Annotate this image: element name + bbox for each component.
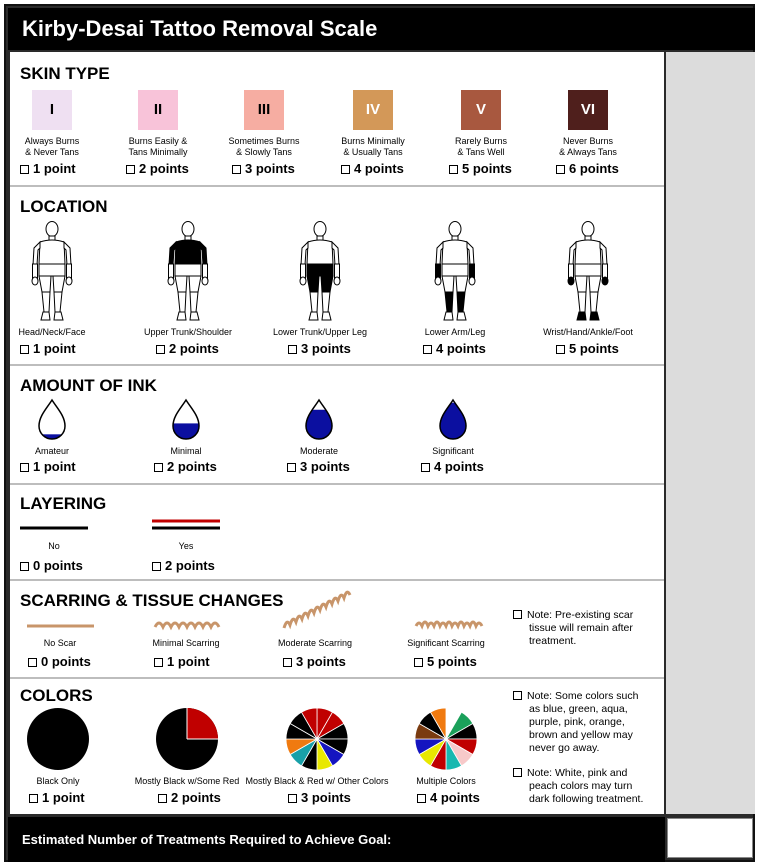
estimated-treatments-input[interactable]	[667, 818, 753, 858]
checkbox[interactable]	[152, 562, 161, 571]
colors-heading: COLORS	[20, 686, 93, 705]
skin-type-description-line1: Sometimes Burns	[228, 136, 300, 146]
layering-label-yes: Yes	[178, 541, 194, 551]
skin-type-description-line2: & Tans Well	[457, 147, 505, 157]
layering-heading: LAYERING	[20, 494, 107, 513]
ink-label: Minimal	[170, 446, 202, 456]
color-label: Black Only	[36, 776, 80, 786]
checkbox[interactable]	[283, 658, 292, 667]
checkbox[interactable]	[556, 345, 565, 354]
skin-type-swatch: VI	[568, 90, 608, 130]
checkbox[interactable]	[556, 165, 565, 174]
skin-type-swatch: IV	[353, 90, 393, 130]
checkbox[interactable]	[417, 794, 426, 803]
scar-lines	[0, 612, 763, 642]
layering-lines	[0, 515, 763, 555]
ink-drop-icon	[37, 398, 67, 442]
checkbox[interactable]	[20, 165, 29, 174]
ink-option[interactable]: 2 points	[154, 459, 217, 474]
checkbox[interactable]	[288, 345, 297, 354]
location-label: Lower Trunk/Upper Leg	[272, 327, 368, 337]
ink-option[interactable]: 3 points	[287, 459, 350, 474]
pie-mostly-black-some-red	[156, 708, 218, 770]
skin-type-description-line1: Rarely Burns	[454, 136, 508, 146]
scar-label: No Scar	[43, 638, 77, 648]
location-heading: LOCATION	[20, 197, 108, 216]
scar-note: Note: Pre-existing scar tissue will remain after treatment.	[513, 609, 633, 648]
scarring-option[interactable]: 1 point	[154, 654, 210, 669]
skin-type-swatch: I	[32, 90, 72, 130]
checkbox[interactable]	[513, 691, 522, 700]
skin-type-option[interactable]: 5 points	[449, 161, 512, 176]
skin-type-description-line1: Always Burns	[24, 136, 80, 146]
pie-black-only	[27, 708, 89, 770]
location-label: Wrist/Hand/Ankle/Foot	[543, 327, 633, 337]
body-figure-icon	[566, 220, 610, 322]
checkbox[interactable]	[154, 463, 163, 472]
ink-label: Moderate	[299, 446, 339, 456]
checkbox[interactable]	[126, 165, 135, 174]
ink-option[interactable]: 1 point	[20, 459, 76, 474]
pie-multiple-colors	[415, 708, 477, 770]
checkbox[interactable]	[20, 463, 29, 472]
location-label: Head/Neck/Face	[18, 327, 86, 337]
skin-type-swatch: V	[461, 90, 501, 130]
significant-scar-line	[416, 622, 482, 626]
location-option[interactable]: 3 points	[288, 341, 351, 356]
location-option[interactable]: 2 points	[156, 341, 219, 356]
scarring-heading: SCARRING & TISSUE CHANGES	[20, 591, 284, 610]
amount-of-ink-heading: AMOUNT OF INK	[20, 376, 157, 395]
skin-type-swatch: III	[244, 90, 284, 130]
skin-type-option[interactable]: 2 points	[126, 161, 189, 176]
checkbox[interactable]	[414, 658, 423, 667]
ink-option[interactable]: 4 points	[421, 459, 484, 474]
ink-label: Significant	[432, 446, 474, 456]
checkbox[interactable]	[287, 463, 296, 472]
color-label: Mostly Black & Red w/ Other Colors	[245, 776, 389, 786]
skin-type-description-line2: Tans Minimally	[128, 147, 188, 157]
checkbox[interactable]	[513, 768, 522, 777]
scarring-option[interactable]: 5 points	[414, 654, 477, 669]
ink-label: Amateur	[34, 446, 69, 456]
color-option[interactable]: 4 points	[417, 790, 480, 805]
color-option[interactable]: 2 points	[158, 790, 221, 805]
checkbox[interactable]	[156, 345, 165, 354]
color-option[interactable]: 3 points	[288, 790, 351, 805]
scar-label: Significant Scarring	[407, 638, 485, 648]
colors-note-2: Note: White, pink and peach colors may turn dark following treatment.	[513, 767, 643, 806]
colors-note-1: Note: Some colors such as blue, green, aqua, purple, pink, orange, brown and yellow may never go away.	[513, 690, 638, 755]
scar-label: Minimal Scarring	[152, 638, 220, 648]
scarring-option[interactable]: 0 points	[28, 654, 91, 669]
layering-option-no[interactable]: 0 points	[20, 558, 83, 573]
checkbox[interactable]	[232, 165, 241, 174]
skin-type-description-line2: & Usually Tans	[343, 147, 403, 157]
checkbox[interactable]	[421, 463, 430, 472]
body-figure-icon	[433, 220, 477, 322]
ink-drop-icon	[304, 398, 334, 442]
minimal-scar-line	[155, 623, 219, 627]
skin-type-swatch: II	[138, 90, 178, 130]
checkbox[interactable]	[513, 610, 522, 619]
skin-type-heading: SKIN TYPE	[20, 64, 110, 83]
skin-type-option[interactable]: 6 points	[556, 161, 619, 176]
ink-drop-icon	[171, 398, 201, 442]
checkbox[interactable]	[423, 345, 432, 354]
color-label: Mostly Black w/Some Red	[134, 776, 240, 786]
location-label: Upper Trunk/Shoulder	[143, 327, 233, 337]
skin-type-description-line1: Burns Minimally	[341, 136, 405, 146]
checkbox[interactable]	[288, 794, 297, 803]
checkbox[interactable]	[29, 794, 38, 803]
checkbox[interactable]	[28, 658, 37, 667]
checkbox[interactable]	[20, 345, 29, 354]
estimated-treatments-label: Estimated Number of Treatments Required to Achieve Goal:	[8, 817, 665, 862]
body-figure-icon	[298, 220, 342, 322]
color-pies	[0, 707, 763, 777]
body-figure-icon	[30, 220, 74, 322]
score-column	[666, 52, 755, 814]
checkbox[interactable]	[341, 165, 350, 174]
page-title: Kirby-Desai Tattoo Removal Scale	[8, 8, 755, 50]
skin-type-option[interactable]: 4 points	[341, 161, 404, 176]
location-label: Lower Arm/Leg	[424, 327, 486, 337]
ink-drop-icon	[438, 398, 468, 442]
skin-type-description-line2: & Slowly Tans	[236, 147, 292, 157]
color-label: Multiple Colors	[416, 776, 476, 786]
scarring-option[interactable]: 3 points	[283, 654, 346, 669]
pie-mostly-black-red-other	[286, 708, 348, 770]
layering-label-no: No	[48, 541, 60, 551]
color-option[interactable]: 1 point	[29, 790, 85, 805]
location-option[interactable]: 1 point	[20, 341, 76, 356]
location-option[interactable]: 5 points	[556, 341, 619, 356]
skin-type-option[interactable]: 3 points	[232, 161, 295, 176]
skin-type-description-line1: Never Burns	[562, 136, 614, 146]
scar-label: Moderate Scarring	[277, 638, 353, 648]
skin-type-description-line1: Burns Easily &	[128, 136, 188, 146]
layering-option-yes[interactable]: 2 points	[152, 558, 215, 573]
skin-type-description-line2: & Never Tans	[25, 147, 79, 157]
location-option[interactable]: 4 points	[423, 341, 486, 356]
checkbox[interactable]	[20, 562, 29, 571]
checkbox[interactable]	[158, 794, 167, 803]
skin-type-description-line2: & Always Tans	[559, 147, 617, 157]
checkbox[interactable]	[449, 165, 458, 174]
body-figure-icon	[166, 220, 210, 322]
checkbox[interactable]	[154, 658, 163, 667]
skin-type-option[interactable]: 1 point	[20, 161, 76, 176]
